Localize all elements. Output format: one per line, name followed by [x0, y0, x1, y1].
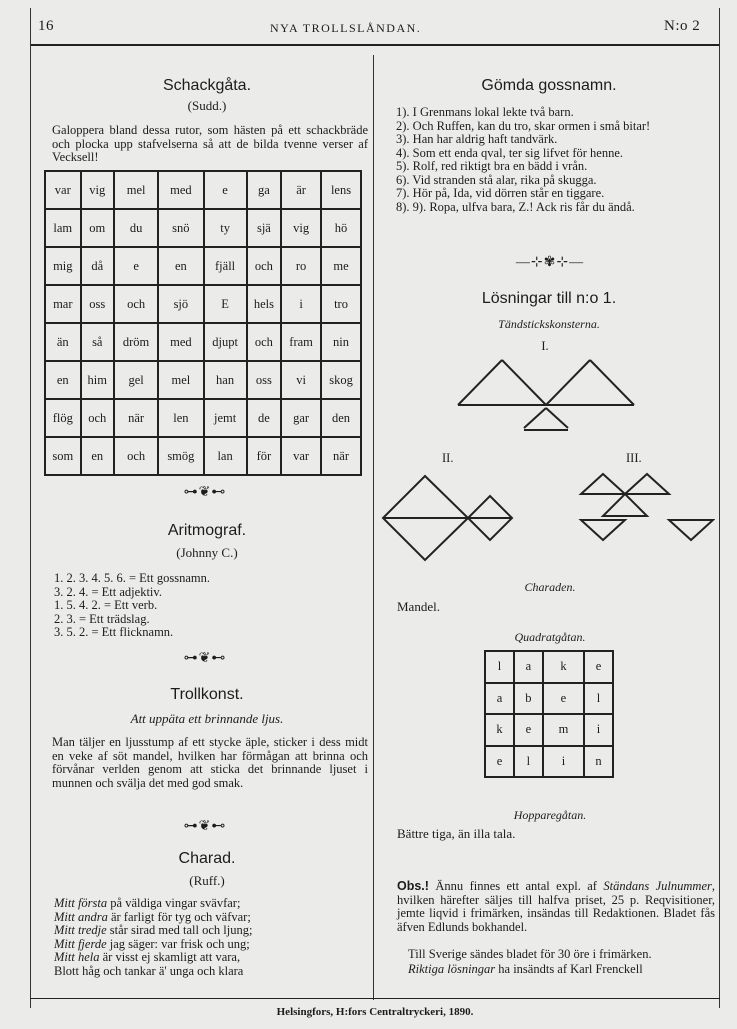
quad-cell: l: [485, 651, 514, 683]
chess-cell: hö: [321, 209, 361, 247]
losn-title: Lösningar till n:o 1.: [481, 290, 617, 307]
chess-cell: tro: [321, 285, 361, 323]
bottom-rule: [30, 998, 720, 999]
obs-notice: [397, 880, 715, 934]
chess-cell: lam: [45, 209, 81, 247]
chess-row: [45, 323, 361, 361]
chess-row: [45, 361, 361, 399]
quad-row: [485, 651, 613, 683]
chess-cell: de: [247, 399, 281, 437]
chess-cell: för: [247, 437, 281, 475]
quad-cell: a: [514, 651, 543, 683]
chess-cell: med: [158, 171, 203, 209]
quad-row: [485, 683, 613, 715]
gomda-lines: [396, 106, 714, 214]
charad-line-rest: är visst ej skamligt att vara,: [99, 950, 241, 964]
ornament-divider-3: ⊶❦⊷: [183, 819, 227, 834]
chess-cell: när: [114, 399, 158, 437]
chess-cell: var: [281, 437, 321, 475]
obs-text-1: Ännu finnes ett antal expl. af: [428, 879, 604, 893]
chess-row: [45, 247, 361, 285]
chess-cell: än: [45, 323, 81, 361]
chess-cell: oss: [247, 361, 281, 399]
quad-cell: e: [543, 683, 584, 715]
chess-cell: var: [45, 171, 81, 209]
arit-line: 1. 2. 3. 4. 5. 6. = Ett gossnamn.: [54, 571, 211, 585]
obs-riktiga: Riktiga lösningar: [408, 962, 496, 976]
chess-cell: him: [81, 361, 114, 399]
chess-cell: mel: [114, 171, 158, 209]
chess-author: (Sudd.): [187, 98, 227, 113]
chess-cell: me: [321, 247, 361, 285]
ornament-divider-2: ⊶❦⊷: [183, 651, 227, 666]
obs-solvers: [408, 963, 718, 977]
chess-cell: mel: [158, 361, 203, 399]
quad-cell: l: [584, 683, 613, 715]
quad-cell: i: [543, 746, 584, 778]
losn-subtitle: Tändstickskonsterna.: [498, 317, 600, 331]
fig-3-label: III.: [626, 451, 642, 465]
chess-cell: dröm: [114, 323, 158, 361]
arit-title: Aritmograf.: [167, 522, 247, 539]
chess-cell: om: [81, 209, 114, 247]
right-border: [719, 8, 720, 1008]
footer-imprint: Helsingfors, H:fors Centraltryckeri, 1890.: [276, 1006, 474, 1018]
chess-cell: en: [45, 361, 81, 399]
charaden-label: Charaden.: [524, 580, 576, 594]
chess-cell: oss: [81, 285, 114, 323]
quad-label: Quadratgåtan.: [514, 630, 586, 644]
quad-cell: k: [485, 714, 514, 746]
chess-cell: hels: [247, 285, 281, 323]
chess-intro: Galoppera bland dessa rutor, som hästen på ett schackbräde och plocka upp stafvelserna så att de bilda tvenne verser af Vecksell!: [52, 123, 368, 164]
quad-cell: k: [543, 651, 584, 683]
chess-cell: gel: [114, 361, 158, 399]
chess-cell: en: [158, 247, 203, 285]
troll-subtitle: Att uppäta ett brinnande ljus.: [130, 711, 284, 726]
fig-2-label: II.: [442, 451, 454, 465]
chess-cell: som: [45, 437, 81, 475]
arit-lines: [54, 572, 354, 640]
chess-board: [44, 170, 362, 476]
chess-cell: han: [204, 361, 247, 399]
chess-cell: den: [321, 399, 361, 437]
charad-line-lead: Mitt hela: [54, 950, 100, 964]
journal-title: NYA TROLLSLÅNDAN.: [270, 21, 422, 35]
chess-cell: du: [114, 209, 158, 247]
charad-line-rest: är farligt för tyg och väfvar;: [107, 909, 251, 924]
quad-row: [485, 714, 613, 746]
arit-author: (Johnny C.): [176, 545, 238, 560]
obs-solvers-text: ha insändts af Karl Frenckell: [495, 962, 643, 976]
gomda-line: 7). Hör på, Ida, vid dörren står en tiggare.: [396, 186, 605, 200]
chess-row: [45, 285, 361, 323]
charad-line: [54, 924, 370, 938]
charad-line: [54, 911, 370, 925]
chess-cell: är: [281, 171, 321, 209]
chess-cell: sjä: [247, 209, 281, 247]
chess-cell: vi: [281, 361, 321, 399]
chess-cell: när: [321, 437, 361, 475]
charad-line: [54, 938, 370, 952]
charad-author: (Ruff.): [189, 873, 225, 888]
quad-cell: n: [584, 746, 613, 778]
charad-line-rest: står sirad med tall och ljung;: [106, 923, 253, 937]
chess-cell: E: [204, 285, 247, 323]
ornament-divider-1: ⊶❦⊷: [183, 485, 227, 500]
gomda-line: 2). Och Ruffen, kan du tro, skar ormen i små bitar!: [396, 118, 651, 133]
chess-cell: och: [247, 323, 281, 361]
chess-cell: e: [114, 247, 158, 285]
header-rule: [30, 44, 720, 46]
charad-title: Charad.: [178, 850, 236, 867]
charad-line: [54, 965, 370, 979]
quad-cell: i: [584, 714, 613, 746]
charad-line-lead: Mitt andra: [54, 909, 108, 924]
chess-cell: och: [81, 399, 114, 437]
chess-cell: lan: [204, 437, 247, 475]
charad-line: [54, 897, 370, 911]
chess-cell: fram: [281, 323, 321, 361]
chess-row: [45, 437, 361, 475]
quad-cell: e: [584, 651, 613, 683]
chess-row: [45, 171, 361, 209]
chess-cell: lens: [321, 171, 361, 209]
chess-cell: då: [81, 247, 114, 285]
gomda-line: 8). 9). Ropa, ulfva bara, Z.! Ack ris får du ändå.: [396, 199, 635, 214]
chess-cell: i: [281, 285, 321, 323]
matchstick-figure-1: [450, 350, 640, 440]
gomda-line: 4). Som ett enda qval, ter sig lifvet för henne.: [396, 145, 624, 160]
chess-cell: nin: [321, 323, 361, 361]
chess-cell: och: [114, 437, 158, 475]
chess-cell: skog: [321, 361, 361, 399]
fig-1-label: I.: [541, 339, 549, 353]
charad-line-rest: på väldiga vingar svävfar;: [107, 896, 241, 910]
chess-cell: fjäll: [204, 247, 247, 285]
chess-cell: e: [204, 171, 247, 209]
chess-cell: gar: [281, 399, 321, 437]
chess-cell: en: [81, 437, 114, 475]
quad-cell: b: [514, 683, 543, 715]
charad-line: [54, 951, 370, 965]
charad-line-rest: Blott håg och tankar ä' unga och klara: [54, 963, 244, 978]
arit-line: 1. 5. 4. 2. = Ett verb.: [54, 598, 158, 612]
hopp-label: Hopparegåtan.: [513, 808, 587, 822]
chess-cell: djupt: [204, 323, 247, 361]
chess-cell: snö: [158, 209, 203, 247]
troll-title: Trollkonst.: [170, 686, 244, 703]
charad-line-rest: jag säger: var frisk och ung;: [106, 936, 250, 951]
charad-line-lead: Mitt tredje: [54, 923, 107, 937]
quad-cell: l: [514, 746, 543, 778]
chess-cell: len: [158, 399, 203, 437]
matchstick-figure-3: [575, 468, 715, 548]
charad-line-lead: Mitt fjerde: [54, 936, 107, 951]
arit-line: 3. 5. 2. = Ett flicknamn.: [54, 625, 174, 639]
charad-verse: [54, 897, 370, 978]
gomda-line: 5). Rolf, red riktigt bra en bädd i vrån.: [396, 159, 588, 173]
chess-cell: ro: [281, 247, 321, 285]
quad-cell: m: [543, 714, 584, 746]
chess-cell: vig: [281, 209, 321, 247]
gomda-line: 1). I Grenmans lokal lekte två barn.: [396, 105, 574, 119]
chess-cell: och: [114, 285, 158, 323]
charaden-answer: Mandel.: [397, 599, 440, 614]
chess-cell: jemt: [204, 399, 247, 437]
obs-label: Obs.!: [397, 879, 429, 893]
ornament-divider-4: —⊹✾⊹—: [515, 255, 585, 270]
quad-cell: a: [485, 683, 514, 715]
issue-number: N:o 2: [664, 18, 701, 34]
quad-cell: e: [514, 714, 543, 746]
chess-cell: flög: [45, 399, 81, 437]
chess-cell: sjö: [158, 285, 203, 323]
chess-cell: med: [158, 323, 203, 361]
chess-cell: vig: [81, 171, 114, 209]
chess-row: [45, 209, 361, 247]
arit-line: 3. 2. 4. = Ett adjektiv.: [54, 584, 162, 599]
chess-cell: mar: [45, 285, 81, 323]
obs-publication: Ständans Julnummer: [603, 879, 712, 893]
gomda-line: 3). Han har aldrig haft tandvärk.: [396, 132, 558, 146]
page-number: 16: [38, 18, 54, 34]
chess-cell: ga: [247, 171, 281, 209]
chess-row: [45, 399, 361, 437]
chess-cell: och: [247, 247, 281, 285]
quad-cell: e: [485, 746, 514, 778]
obs-sweden: Till Sverige sändes bladet för 30 öre i frimärken.: [408, 947, 652, 961]
obs-text-2: , hvilken härefter säljes till halfva priset, 25 p. Reqvisitioner, jemte liqvid i frimärken, insändas till Redaktionen. Bladet fås äfven Edlunds bokhandel.: [397, 879, 715, 934]
gomda-title: Gömda gossnamn.: [481, 77, 617, 94]
chess-cell: så: [81, 323, 114, 361]
column-divider: [373, 55, 374, 1000]
chess-cell: mig: [45, 247, 81, 285]
quad-grid: [484, 650, 614, 778]
chess-title: Schackgåta.: [162, 77, 252, 94]
troll-text: Man täljer en ljusstump af ett stycke äple, sticker i dess midt en veke af söt mandel, hvilken har förmågan att brinna och förvånar verlden genom att sticka det brinnande ljuset i munnen och svälja det med god smak.: [52, 735, 368, 790]
chess-cell: smög: [158, 437, 203, 475]
matchstick-figure-2: [380, 468, 520, 568]
quad-row: [485, 746, 613, 778]
charad-line-lead: Mitt första: [54, 896, 108, 910]
chess-cell: ty: [204, 209, 247, 247]
gomda-line: 6). Vid stranden stå alar, rika på skugga.: [396, 172, 597, 187]
left-border: [30, 8, 31, 1008]
hopp-answer: Bättre tiga, än illa tala.: [397, 826, 516, 841]
arit-line: 2. 3. = Ett trädslag.: [54, 611, 150, 626]
